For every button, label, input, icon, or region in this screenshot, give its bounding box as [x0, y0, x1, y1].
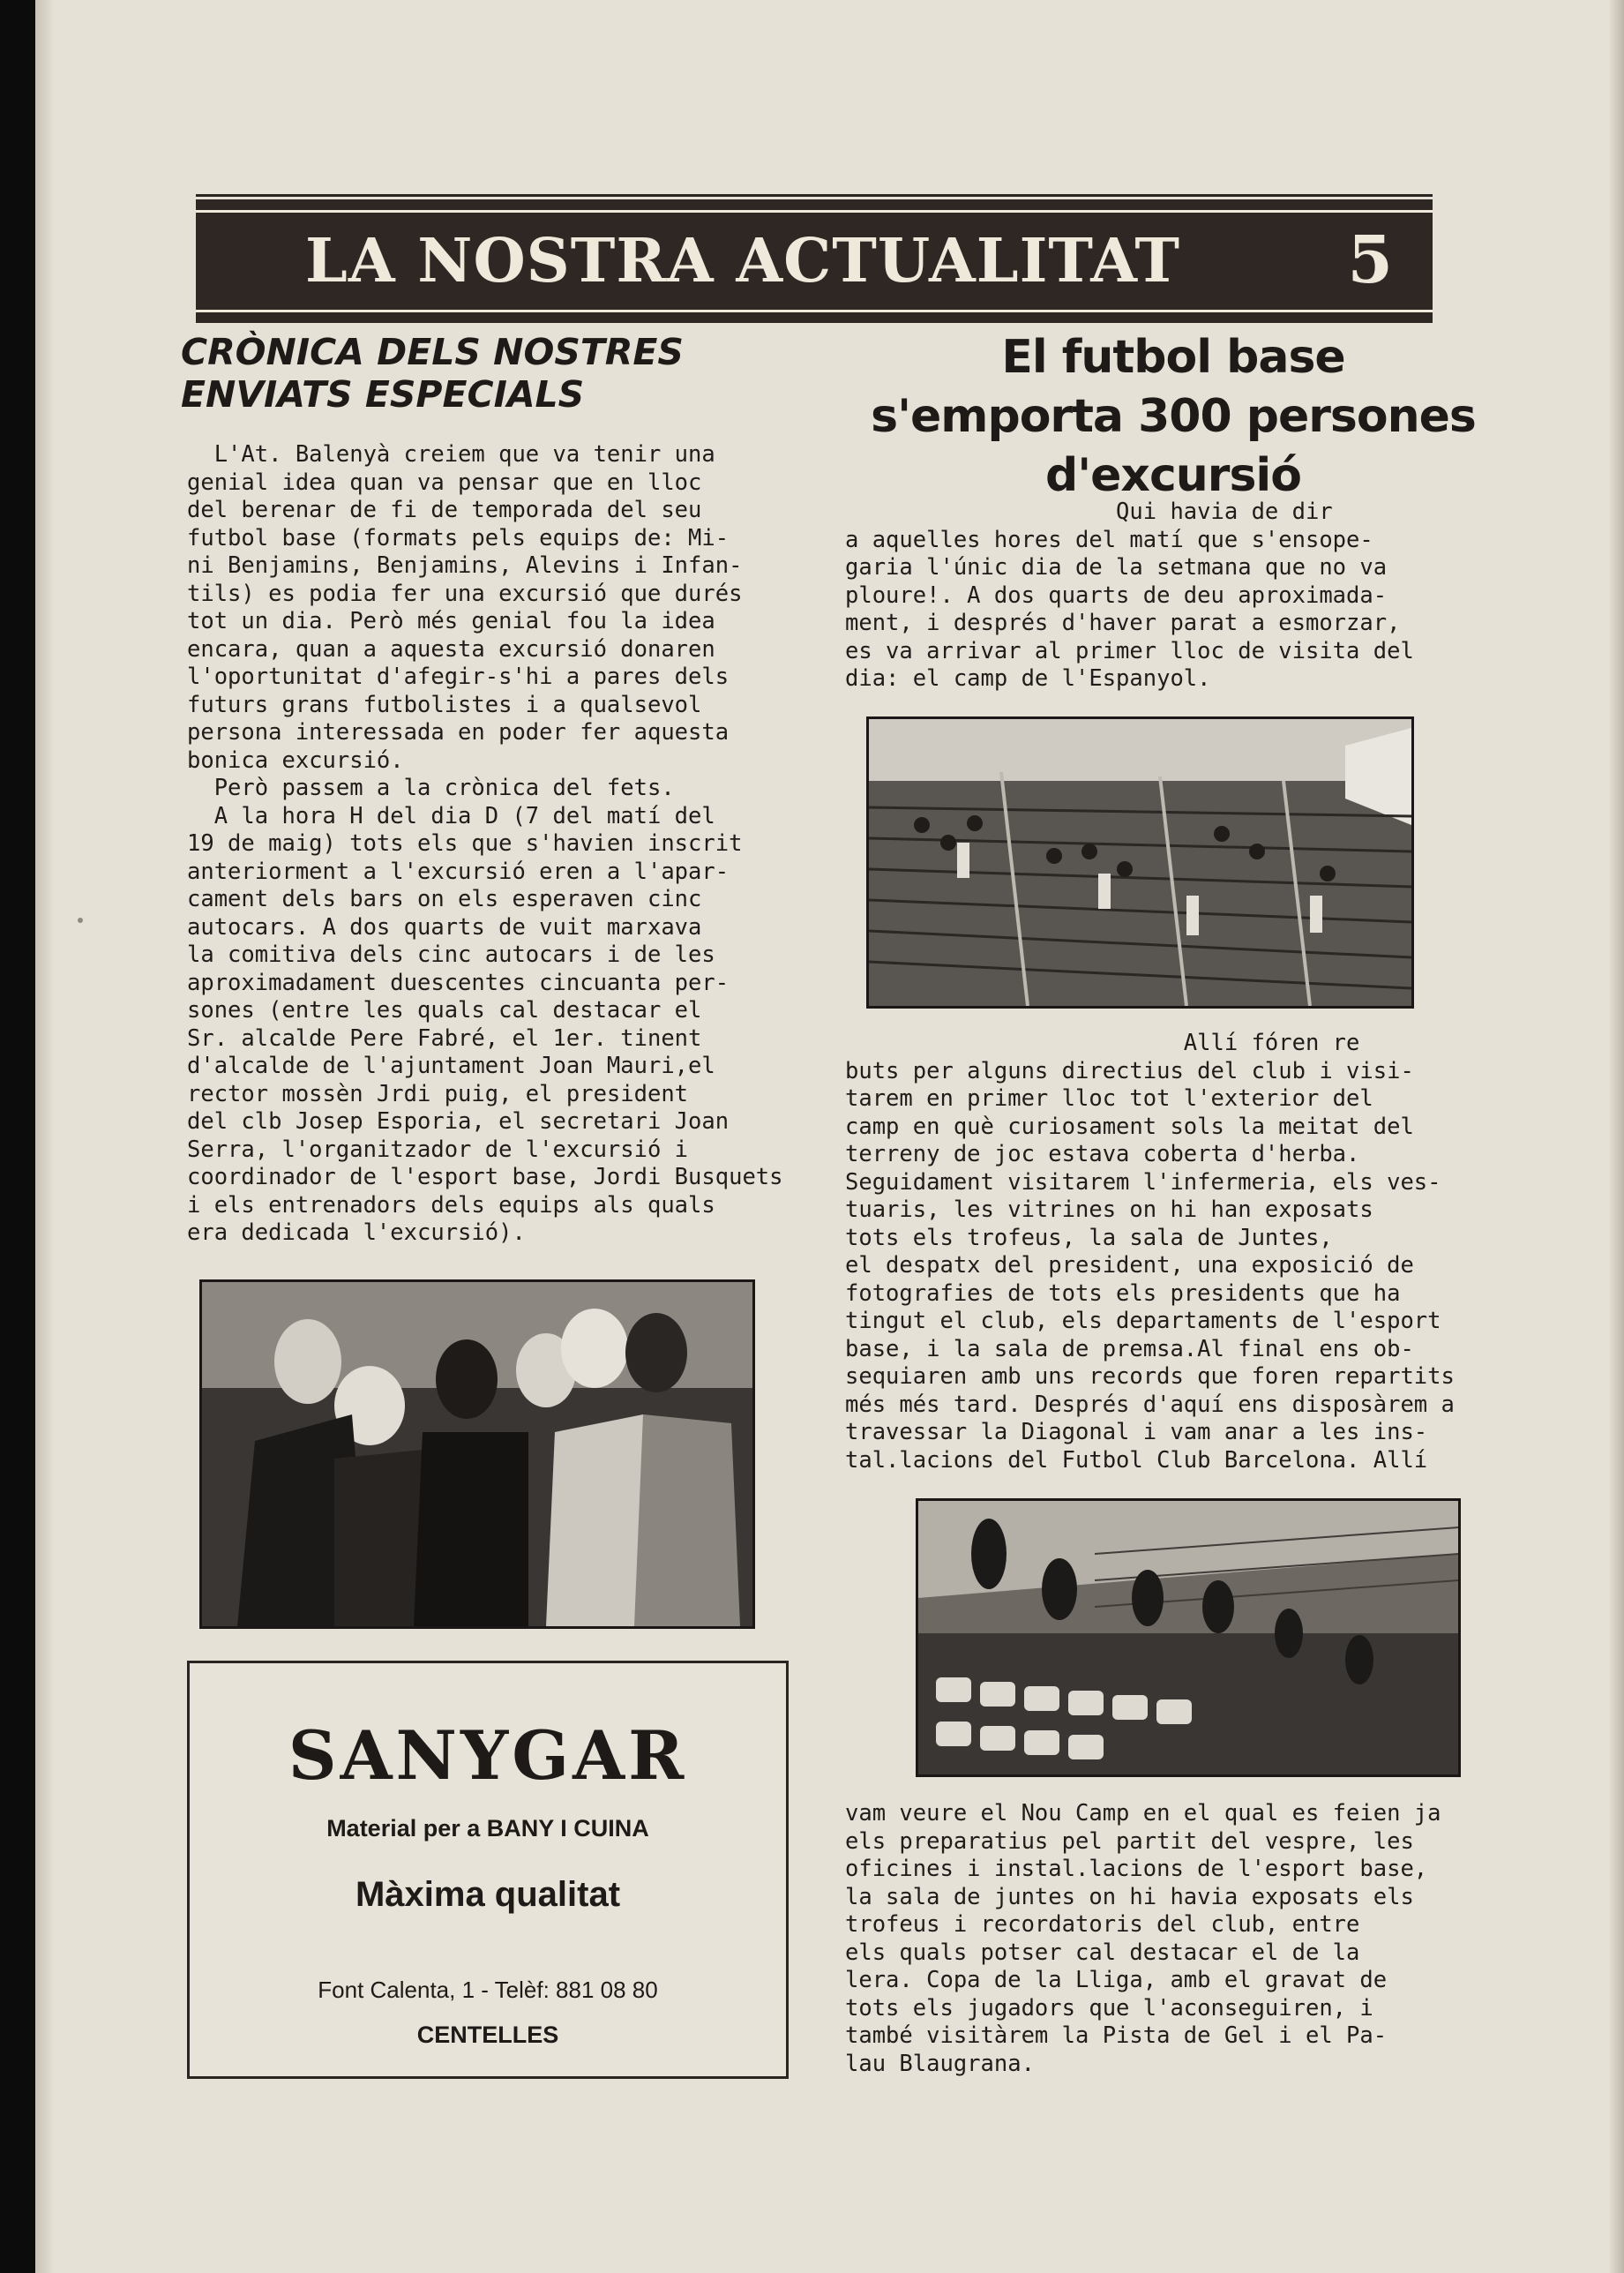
article-line: del berenar de fi de temporada del seu — [187, 497, 702, 523]
left-headline — [181, 331, 684, 416]
masthead-title: LA NOSTRA ACTUALITAT — [305, 226, 1180, 296]
article-line: base, i la sala de premsa.Al final ens ob- — [845, 1335, 1414, 1362]
article-line: oficines i instal.lacions de l'esport base, — [845, 1856, 1428, 1882]
article-line: bonica excursió. — [187, 746, 404, 774]
article-line: 19 de maig) tots els que s'havien inscrit — [187, 830, 743, 857]
photo-nou-camp-stands — [916, 1498, 1461, 1777]
binding-shadow — [35, 0, 55, 2273]
article-line: la comitiva dels cinc autocars i de les — [187, 941, 715, 968]
article-line: encara, quan a aquesta excursió donaren — [187, 635, 715, 663]
article-line: d'alcalde de l'ajuntament Joan Mauri,el — [187, 1053, 715, 1079]
article-line: Qui havia de dir — [845, 499, 1333, 525]
ad-quality-slogan: Màxima qualitat — [355, 1875, 621, 1914]
right-headline-line: d'excursió — [1045, 449, 1301, 502]
photo-group-of-men — [199, 1279, 755, 1629]
article-line: tuaris, les vitrines on hi han exposats — [845, 1197, 1373, 1223]
article-line: també visitàrem la Pista de Gel i el Pa- — [845, 2022, 1388, 2049]
article-line: ni Benjamins, Benjamins, Alevins i Infan- — [187, 552, 743, 579]
article-line: Però passem a la crònica del fets. — [187, 775, 675, 801]
article-line: els preparatius pel partit del vespre, les — [845, 1827, 1414, 1855]
masthead-inner-rule-top — [196, 210, 1433, 213]
article-line: sequiaren amb uns records que foren repartits — [845, 1363, 1455, 1390]
article-line: fotografies de tots els presidents que ha — [845, 1279, 1401, 1307]
article-line: trofeus i recordatoris del club, entre — [845, 1911, 1360, 1938]
article-line: terreny de joc estava coberta d'herba. — [845, 1141, 1360, 1167]
article-line: Allí fóren re — [845, 1030, 1360, 1056]
article-line: aproximadament duescentes cincuanta per- — [187, 969, 730, 996]
article-line: els quals potser cal destacar el de la — [845, 1939, 1360, 1966]
article-line: garia l'únic dia de la setmana que no va — [845, 554, 1388, 581]
article-line: la sala de juntes on hi havia exposats els — [845, 1883, 1414, 1910]
article-line: futbol base (formats pels equips de: Mi- — [187, 524, 730, 551]
article-line: tots els trofeus, la sala de Juntes, — [845, 1224, 1333, 1251]
magazine-page — [35, 0, 1624, 2273]
article-line: travessar la Diagonal i vam anar a les ins- — [845, 1419, 1428, 1445]
photo-nou-camp-stands-image — [918, 1501, 1458, 1774]
photo-espanyol-stands-image — [869, 719, 1411, 1006]
article-line: vam veure el Nou Camp en el qual es feien ja — [845, 1800, 1441, 1827]
article-line: tils) es podia fer una excursió que durés — [187, 580, 743, 607]
left-headline-line: ENVIATS ESPECIALS — [181, 373, 585, 416]
article-line: Sr. alcalde Pere Fabré, el 1er. tinent — [187, 1024, 702, 1052]
article-line: rector mossèn Jrdi puig, el president — [187, 1080, 689, 1107]
article-line: més més tard. Després d'aquí ens disposàrem a — [845, 1391, 1455, 1418]
ad-tagline: Material per a BANY I CUINA — [326, 1815, 649, 1842]
article-line: ploure!. A dos quarts de deu aproximada- — [845, 581, 1388, 609]
article-line: genial idea quan va pensar que en lloc — [187, 469, 702, 496]
right-article-body-3 — [845, 1800, 1441, 2078]
article-line: tarem en primer lloc tot l'exterior del — [845, 1085, 1373, 1112]
right-article-body-1 — [845, 499, 1414, 694]
article-line: era dedicada l'excursió). — [187, 1219, 526, 1246]
article-line: L'At. Balenyà creiem que va tenir una — [187, 441, 715, 468]
photo-espanyol-stands — [866, 716, 1414, 1009]
article-line: futurs grans futbolistes i a qualsevol — [187, 691, 702, 718]
article-line: l'oportunitat d'afegir-s'hi a pares dels — [187, 664, 730, 690]
article-line: tot un dia. Però més genial fou la idea — [187, 608, 715, 634]
article-line: lera. Copa de la Lliga, amb el gravat de — [845, 1967, 1388, 1993]
article-line: coordinador de l'esport base, Jordi Busquets — [187, 1164, 783, 1190]
article-line: lau Blaugrana. — [845, 2050, 1035, 2077]
article-line: dia: el camp de l'Espanyol. — [845, 665, 1211, 692]
article-line: ment, i després d'haver parat a esmorzar, — [845, 610, 1401, 636]
article-line: es va arrivar al primer lloc de visita del — [845, 637, 1414, 664]
article-line: Seguidament visitarem l'infermeria, els ves- — [845, 1168, 1441, 1196]
right-article-body-2 — [845, 1030, 1455, 1474]
article-line: autocars. A dos quarts de vuit marxava — [187, 913, 702, 941]
article-line: camp en què curiosament sols la meitat del — [845, 1113, 1414, 1140]
article-line: el despatx del president, una exposició de — [845, 1252, 1414, 1279]
left-headline-line: CRÒNICA DELS NOSTRES — [181, 331, 684, 373]
left-article-body — [187, 441, 783, 1248]
right-headline — [834, 328, 1513, 506]
top-rule — [196, 194, 1433, 197]
right-headline-line: El futbol base — [1001, 331, 1345, 384]
masthead-banner — [196, 199, 1433, 323]
ad-brand-name: SANYGAR — [288, 1716, 688, 1795]
right-headline-line: s'emporta 300 persones — [871, 390, 1476, 443]
ad-town: CENTELLES — [416, 2022, 559, 2048]
article-line: cament dels bars on els esperaven cinc — [187, 886, 702, 912]
ad-address: Font Calenta, 1 - Telèf: 881 08 80 — [318, 1977, 658, 2003]
article-line: buts per alguns directius del club i visi- — [845, 1057, 1414, 1084]
article-line: tal.lacions del Futbol Club Barcelona. Allí — [845, 1446, 1428, 1474]
sanygar-advertisement — [187, 1661, 789, 2079]
article-line: a aquelles hores del matí que s'ensope- — [845, 526, 1373, 553]
article-line: i els entrenadors dels equips als quals — [187, 1191, 715, 1219]
page-edge-shadow — [1608, 0, 1624, 2273]
article-line: anteriorment a l'excursió eren a l'apar- — [187, 858, 730, 885]
article-line: persona interessada en poder fer aquesta — [187, 719, 730, 746]
page-number: 5 — [1347, 222, 1393, 298]
staple-hole — [78, 918, 83, 923]
article-line: sones (entre les quals cal destacar el — [187, 997, 702, 1024]
article-line: del clb Josep Esporia, el secretari Joan — [187, 1108, 730, 1135]
masthead-inner-rule-bottom — [196, 310, 1433, 312]
photo-group-of-men-image — [202, 1282, 752, 1626]
article-line: tots els jugadors que l'aconseguiren, i — [845, 1994, 1373, 2022]
article-line: tingut el club, els departaments de l'esport — [845, 1308, 1441, 1334]
article-line: A la hora H del dia D (7 del matí del — [187, 802, 715, 829]
article-line: Serra, l'organitzador de l'excursió i — [187, 1136, 689, 1163]
